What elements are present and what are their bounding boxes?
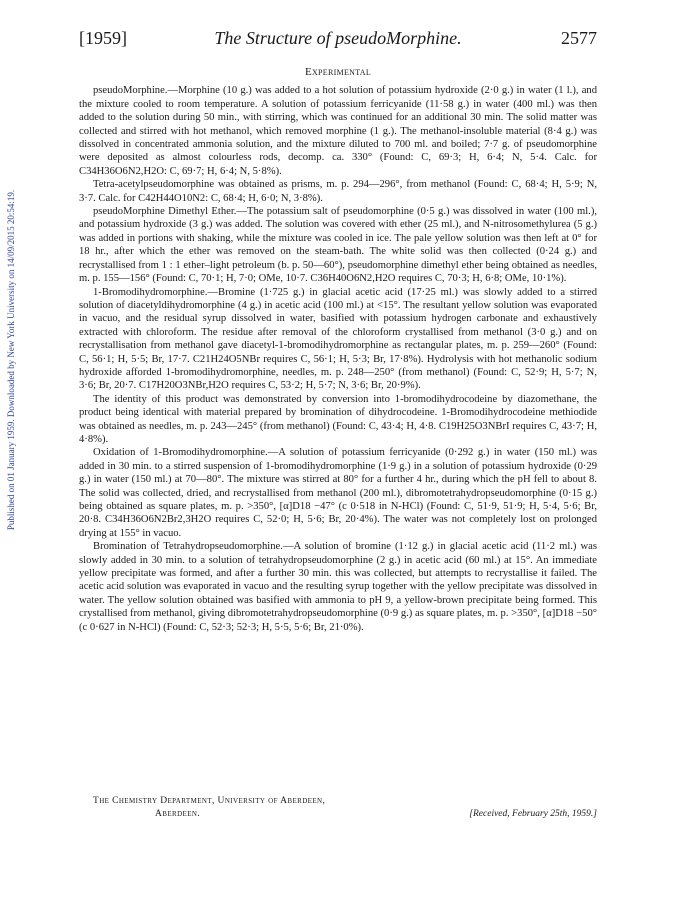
header-title: The Structure of pseudoMorphine. xyxy=(214,28,462,48)
paragraph: Bromination of Tetrahydropseudomorphine.—A solution of bromine (1·12 g.) in glacial acetic acid (11·2 ml.) was slowly added in 30 min. to a solution of tetrahydropseudomorphine (2 g.) in acetic acid (60 ml.) at 15°. An immediate yellow precipitate was formed, and after a further 30 min. this was collected, but attempts to recrystallise it failed. The acetic acid solution was evaporated in vacuo and the resulting syrup together with the yellow precipitate was dissolved in water. The yellow solution obtained was basified with ammonia to pH 9, a yellow-brown precipitate being formed. This crystallised from methanol, giving dibromotetrahydropseudomorphine (0·9 g.) as square plates, m. p. >350°, [α]D18 −50° (c 0·627 in N-HCl) (Found: C, 52·3; 52·3; H, 5·5, 5·6; Br, 21·0%). xyxy=(79,541,597,633)
paragraph: 1-Bromodihydromorphine.—Bromine (1·725 g.) in glacial acetic acid (17·25 ml.) was slowly added to a stirred solution of diacetyldihydromorphine (4 g.) in acetic acid (100 ml.) at <15°. The resultant yellow solution was evaporated in vacuo, and the residual syrup dissolved in water, basified with potassium hydrogen carbonate and exhaustively extracted with chloroform. The residue after removal of the chloroform crystallised from methanol (3·0 g.) and on recrystallisation from methanol gave diacetyl-1-bromodihydromorphine as rectangular plates, m. p. 259—260° (Found: C, 56·1; H, 5·5; Br, 17·7. C21H24O5NBr requires C, 56·1; H, 5·3; Br, 17·8%). Hydrolysis with hot methanolic sodium hydroxide afforded 1-bromodihydromorphine, needles, m. p. 248—250° (from methanol) (Found: C, 52·9; H, 5·7; N, 3·6; Br, 20·7. C17H20O3NBr,H2O requires C, 53·2; H, 5·7; N, 3·6; Br, 20·9%). xyxy=(79,286,597,392)
article-footer xyxy=(79,796,597,826)
paragraph: The identity of this product was demonstrated by conversion into 1-bromodihydrocodeine by diazomethane, the product being identical with material prepared by bromination of dihydrocodeine. 1-Bromodihydrocodeine methiodide was obtained as needles, m. p. 243—245° (from methanol) (Found: C, 43·4; H, 4·8. C19H25O3NBrI requires C, 43·7; H, 4·8%). xyxy=(79,393,597,445)
paragraph: Oxidation of 1-Bromodihydromorphine.—A solution of potassium ferricyanide (0·292 g.) in water (150 ml.) was added in 30 min. to a stirred suspension of 1-bromodihydromorphine (1·9 g.) in a solution of potassium hydroxide (0·29 g.) in water (150 ml.) at 70—80°. The mixture was stirred at 80° for a further 4 hr., during which the pH fell to about 8. The solid was collected, dried, and recrystallised from methanol (200 ml.), dibromotetrahydropseudomorphine (0·15 g.) being obtained as square plates, m. p. >350°, [α]D18 −47° (c 0·518 in N-HCl) (Found: C, 51·9, 51·9; H, 5·4, 5·6; Br, 20·8. C34H36O6N2Br2,3H2O requires C, 52·0; H, 5·6; Br, 20·4%). The water was not completely lost on prolonged drying at 155° in vacuo. xyxy=(79,447,597,539)
section-heading: Experimental xyxy=(304,66,372,78)
paragraph: pseudoMorphine.—Morphine (10 g.) was added to a hot solution of potassium hydroxide (2·0 g.) in water (1 l.), and the mixture cooled to room temperature. A solution of potassium ferricyanide (11·58 g.) in water (400 ml.) was then added to the solution during 50 min., with stirring, which was continued for an additional 30 min. The solid matter was collected and stirred with hot methanol, which removed morphine (1 g.). The methanol-insoluble material (8·4 g.) was dissolved in concentrated ammonia solution, and the mixture diluted to 700 ml. and boiled; 7·7 g. of pseudomorphine were deposited as almost colourless rods, decomp. ca. 330° (Found: C, 69·3; H, 6·4; N, 5·4. Calc. for C34H36O6N2,H2O: C, 69·7; H, 6·4; N, 5·8%). xyxy=(79,85,597,177)
download-watermark-text: Published on 01 January 1959. Downloaded by New York University on 14/09/2015 20:54:19. xyxy=(6,189,16,531)
header-year: [1959] xyxy=(79,28,127,48)
running-header xyxy=(79,28,597,52)
received-date: [Received, February 25th, 1959.] xyxy=(469,809,597,819)
paragraph: Tetra-acetylpseudomorphine was obtained as prisms, m. p. 294—296°, from methanol (Found: C, 68·4; H, 5·9; N, 3·7. Calc. for C42H44O10N2: C, 68·4; H, 6·0; N, 3·8%). xyxy=(79,179,597,204)
affiliation-department: The Chemistry Department, University of Aberdeen, xyxy=(93,796,326,806)
page-number: 2577 xyxy=(561,28,597,48)
paragraph: pseudoMorphine Dimethyl Ether.—The potassium salt of pseudomorphine (0·5 g.) was dissolved in water (100 ml.), and potassium hydroxide (3 g.) was added. The solution was covered with ether (25 ml.), and N-nitrosomethylurea (5 g.) was added in portions with shaking, while the mixture was cooled in ice. The pale yellow solution was then left at 0° for 18 hr., after which the ether was removed on the steam-bath. The white solid was then collected (0·24 g.) and recrystallised from 1 : 1 ether–light petroleum (b. p. 50—60°), pseudomorphine dimethyl ether being obtained as needles, m. p. 155—156° (Found: C, 70·1; H, 7·0; OMe, 10·7. C36H40O6N2,H2O requires C, 70·3; H, 6·8; OMe, 10·1%). xyxy=(79,206,597,285)
download-watermark xyxy=(2,150,20,570)
affiliation-city: Aberdeen. xyxy=(155,809,201,819)
article-body xyxy=(79,66,597,634)
